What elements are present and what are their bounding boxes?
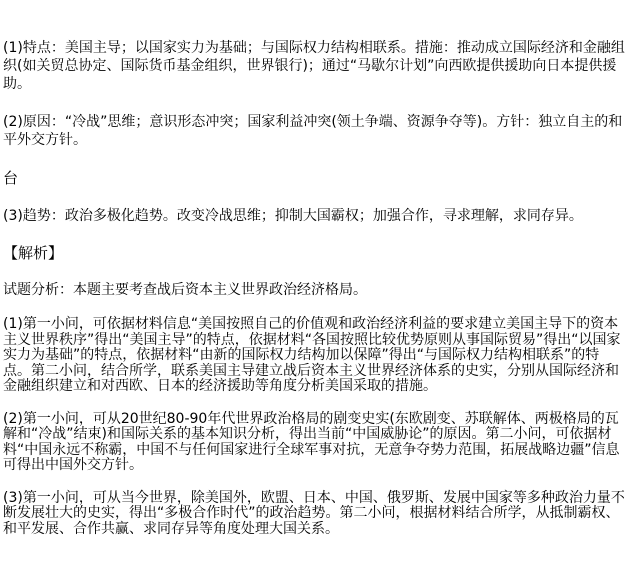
analysis-paragraph-1: (1)第一小问，可依据材料信息“美国按照自己的价值观和政治经济利益的要求建立美国主导下的资本主义世界秩序”得出“美国主导”的特点，依据材料“各国按照比较优势原则从事国际贸易”得出“以国家实力为基础”的特点，依据材料“由新的国际权力结构加以保障”得出“与国际权力结构相联系”的特点。第二小问，结合所学，联系美国主导建立战后资本主义世界经济体系的史实，分别从国际经济和金融组织建立和对西欧、日本的经济援助等角度分析美国采取的措施。 <box>3 316 621 394</box>
analysis-paragraph-3: (3)第一小问，可从当今世界，除美国外，欧盟、日本、中国、俄罗斯、发展中国家等多种政治力量不断发展壮大的史实，得出“多极合作时代”的政治趋势。第二小问，根据材料结合所学，从抵制霸权、和平发展、合作共赢、求同存异等角度处理大国关系。 <box>3 489 625 537</box>
answer-paragraph-1: (1)特点：美国主导；以国家实力为基础；与国际权力结构相联系。措施：推动成立国际经济和金融组织(如关贸总协定、国际货币基金组织，世界银行)；通过“马歇尔计划”向西欧提供援助向日本提供援助。 <box>3 40 625 92</box>
analysis-intro: 试题分析：本题主要考查战后资本主义世界政治经济格局。 <box>3 282 367 298</box>
answer-paragraph-2: (2)原因：“冷战”思维；意识形态冲突；国家利益冲突(领土争端、资源争夺等)。方针：独立自主的和平外交方针。 <box>3 114 623 148</box>
analysis-heading: 【解析】 <box>3 244 64 262</box>
analysis-paragraph-2: (2)第一小问，可从20世纪80-90年代世界政治格局的剧变史实(东欧剧变、苏联解体、两极格局的瓦解和“冷战”结束)和国际关系的基本知识分析，得出当前“中国威胁论”的原因。第二小问，可依据材料“中国永远不称霸，中国不与任何国家进行全球军事对抗，无意争夺势力范围，拓展战略边疆”信息可得出中国外交方针。 <box>3 410 620 473</box>
answer-paragraph-3: (3)趋势：政治多极化趋势。改变冷战思维；抑制大国霸权；加强合作，寻求理解，求同存异。 <box>3 208 583 224</box>
stray-character: 台 <box>3 169 19 187</box>
